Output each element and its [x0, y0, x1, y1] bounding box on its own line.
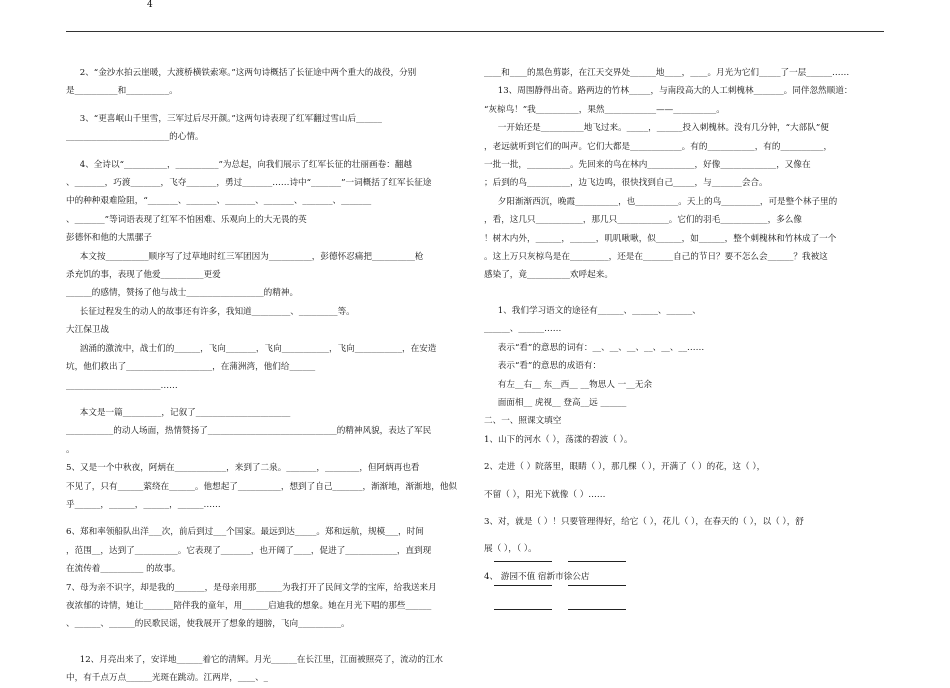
- q7-line: 、______、______的民歌民谣，使我展开了想象的翅膀，飞向__________。: [66, 619, 350, 630]
- q13-line: 夕阳渐渐西沉，晚霞__________，也__________。天上的鸟_________，可是整个林子里的: [497, 196, 838, 207]
- section-title-peng: 彭德怀和他的大黑骡子: [66, 233, 152, 244]
- dajiang-summary-line: 本文是一篇_________，记叙了______________________: [79, 407, 291, 418]
- dajiang-summary-line: ___________的动人场面，热情赞扬了______________________________的精神风貌，表达了军民: [66, 426, 432, 437]
- q2-line: 2、“金沙水拍云崖暖，大渡桥横铁索寒。”这两句诗概括了长征途中两个重大的战役，分别: [79, 68, 417, 78]
- look-idioms-line: 面面相__ 虎视__ 登高__远 ______: [497, 397, 627, 408]
- q13-line: ，老远就听到它们的叫声。它们大都是____________。有的___________，有的__________，: [484, 141, 833, 152]
- q13-line: 感染了，竟__________欢呼起来。: [484, 270, 613, 281]
- q2-line: 是__________和__________。: [66, 86, 178, 97]
- q13-line: ！树木内外，______，______，叽叽啾啾，似______，如______，整个刺槐林和竹林成了一个: [484, 233, 837, 244]
- fill-2-line: 不留（ ），阳光下就像（ ）……: [484, 489, 606, 500]
- q5-line: 乎______，______，______，______……: [66, 499, 221, 510]
- q3-line: ________________________的心情。: [66, 132, 204, 143]
- q12-cont-line: ____和____的黑色剪影，在江天交界处______地____，____。月光为它们_____了一层______……: [484, 68, 850, 78]
- q5-line: 5、又是一个中秋夜，阿炳在____________，来到了二泉。_______，________，但阿炳再也看: [66, 463, 420, 474]
- q12-line: 12、月亮出来了，安详地______着它的清辉。月光______在长江里，江面被照亮了，流动的江水: [79, 654, 444, 665]
- header-rule: [66, 31, 884, 32]
- fill-3-line: 展（ ），（ ）。: [484, 544, 537, 555]
- page-number: 4: [147, 0, 153, 10]
- answer-blanks: [494, 538, 626, 610]
- left-column: [66, 64, 468, 688]
- q13-line: ；后到的鸟__________，边飞边鸣，很快找到自己_____，与_______会合。: [484, 178, 768, 189]
- q6-line: ，范围__，达到了__________。它表现了_______，也开阔了____，促进了____________，直到现: [66, 545, 432, 556]
- q13-line: 13、周围静得出奇。路两边的竹林_____，与南段高大的人工刺槐林_______。同伴忽然顺道：: [497, 86, 853, 97]
- section-two-title: 二、一、照课文填空: [484, 416, 562, 427]
- dajiang-line: 坑，他们救出了____________________，在蒲洲湾，他们给______: [66, 362, 316, 373]
- answer-blank[interactable]: [494, 585, 552, 586]
- blank-row: [494, 586, 626, 610]
- poem-titles-line: 4、 游园不值 宿新市徐公店: [484, 571, 590, 582]
- q4-line: 、_______，巧渡_______，飞夺_______，勇过_______……诗中“_______”一词概括了红军长征途: [66, 178, 432, 189]
- q13-line: 。这上万只灰椋鸟是在_________，还是在_______自己的节日？要不怎么会______？我被这: [484, 252, 828, 263]
- answer-blank[interactable]: [494, 609, 552, 610]
- q4-line: 4、全诗以“__________，__________”为总起，向我们展示了红军长征的壮丽画卷：翻越: [79, 159, 412, 170]
- q4-line: 中的种种艰难险阻，“_______、_______、_______、_______、_______、_______: [66, 196, 372, 207]
- q3-line: 3、“更喜岷山千里雪，三军过后尽开颜。”这两句诗表现了红军翻过雪山后______: [79, 113, 382, 124]
- q13-line: 一开始还是__________地飞过来。_____，______投入刺槐林。没有几分钟，“大部队”便: [497, 123, 829, 134]
- dajiang-summary-line: 。: [66, 444, 75, 455]
- fill-2-line: 2、走进（ ）院落里，眼睛（ ），那几棵（ ），开满了（ ）的花，这（ ），: [484, 462, 766, 473]
- dajiang-line: ______________________……: [66, 380, 178, 391]
- q7-line: 夜浓郁的诗情，她让_______陪伴我的童年，用______启迪我的想象。她在月光下唱的那些______: [66, 600, 432, 611]
- answer-blank[interactable]: [568, 561, 626, 562]
- look-words-line: 表示“看”的意思的词有：__、__、__、__、__、__……: [497, 342, 705, 353]
- q5-line: 不见了，只有______萦绕在______。他想起了__________，想到了自己_______，渐渐地，渐渐地，他似: [66, 481, 458, 492]
- r1-line: 1、我们学习语文的途径有______、______、______、: [497, 305, 701, 316]
- look-idioms-line: 有左__右__ 东__西__ __物思人 一__无余: [497, 379, 653, 390]
- peng-line: 本文按__________顺序写了过草地时红三军团因为__________，彭德怀忍痛把__________枪: [79, 251, 424, 262]
- blank-row: [494, 538, 626, 562]
- q13-line: ，看，这几只___________，那几只____________。它们的羽毛___________，多么像: [484, 215, 802, 226]
- peng-line: 杀充饥的事，表现了他爱__________更爱: [66, 270, 221, 281]
- q6-line: 6、郑和率领船队出洋___次，前后到过___个国家。最远到达_____。郑和远航，规模___，时间: [66, 527, 424, 538]
- q4-line: 、_______”等词语表现了红军不怕困难、乐观向上的大无畏的英: [66, 214, 307, 225]
- answer-blank[interactable]: [568, 609, 626, 610]
- q12-line: 中，有千点万点______光斑在跳动。江两岸，____、_: [66, 673, 268, 684]
- q13-line: “灰椋鸟！”我__________，果然____________——__________。: [484, 104, 725, 115]
- r1-line: ______、______……: [484, 324, 562, 335]
- fill-1-line: 1、山下的河水（ ），荡漾的碧波（ ）。: [484, 434, 633, 445]
- blank-row: [494, 562, 626, 586]
- q7-line: 7、母为亲不识字，却是我的_______，是母亲用那______为我打开了民间文学的宝库，给我送来月: [66, 582, 437, 593]
- section-title-dajiang: 大江保卫战: [66, 325, 109, 336]
- answer-blank[interactable]: [568, 585, 626, 586]
- dajiang-line: 汹涌的激流中，战士们的______，飞向_______，飞向___________，飞向___________，在安造: [79, 343, 437, 354]
- q6-line: 在流传着__________ 的故事。: [66, 564, 181, 575]
- right-column: [484, 64, 886, 586]
- changzheng-line: 长征过程发生的动人的故事还有许多，我知道_________、_________等。: [79, 306, 355, 317]
- look-idioms-title: 表示“看”的意思的成语有：: [497, 361, 602, 372]
- q13-line: 一批一批，__________。先回来的鸟在林内___________，好像_____________，又像在: [484, 160, 811, 171]
- fill-3-line: 3、对，就是（ ）！只要管理得好，给它（ ），花儿（ ），在春天的（ ），以（ ），舒: [484, 516, 804, 527]
- peng-line: ______的感情，赞扬了他与战士__________________的精神。: [66, 288, 299, 299]
- answer-blank[interactable]: [494, 561, 552, 562]
